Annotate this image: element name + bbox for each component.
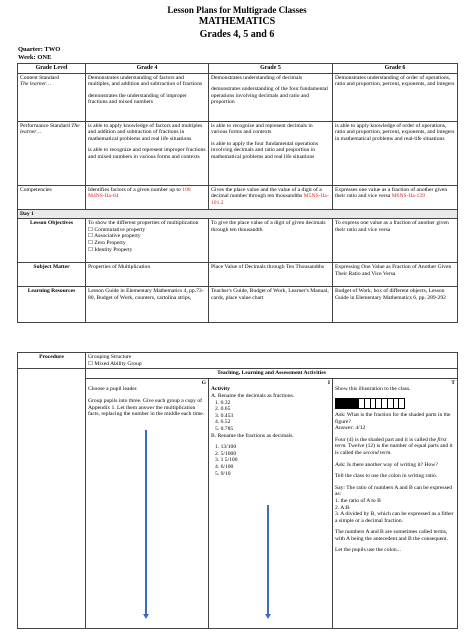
competencies-g6: Expresses one value as a fraction of another given their ratio and vice versa M6NS-IIa-129 bbox=[333, 185, 458, 209]
performance-standard-g4: is able to apply knowledge of factors and multiples and addition and subtraction of fractions in mathematical problems and real life situations is able to recognize and represent improper fractions and mixed numbers in various forms and contexts bbox=[86, 121, 209, 185]
objectives-label: Lesson Objectives bbox=[18, 219, 86, 263]
ratio-way: 2. A:B bbox=[335, 504, 350, 511]
resources-g4: Lesson Guide in Elementary Mathematics 4, pp.73-80, Budget of Work, counters, cartolina strips, bbox=[86, 287, 209, 323]
performance-standard-row bbox=[18, 121, 458, 185]
performance-standard-label: Performance Standard The learner… bbox=[18, 121, 86, 185]
content-standard-g6: Demonstrates understanding of order of operations, ratio and proportion, percent, exponents, and integers bbox=[333, 73, 458, 121]
competencies-row bbox=[18, 185, 458, 209]
ratio-way: 3. A divided by B, which can be expressed as a fither a simple or a decimal fraction. bbox=[335, 511, 454, 524]
tla-grade5-cell: I Activity A. Rename the decimals as fractions. 1. 0.32 2. 0.65 3. 0.453 4. 6.52 5. 0.785 B. Rename the fractions as decimals. 1. 13/100 2. 5/1000 3. 1 5/100 4. 6/100 5. 9/10 bbox=[209, 378, 333, 628]
ratio-way: 1. the ratio of A to B bbox=[335, 497, 381, 504]
competencies-g5: Gives the place value and the value of a digit of a decimal number through ten thousandths M5NS-IIa-101.2 bbox=[209, 185, 333, 209]
competency-code-g4: 100 M4NS-IIa-64 bbox=[88, 186, 191, 200]
fraction-item: 2. 5/1000 bbox=[215, 450, 237, 457]
col-header-grade-level: Grade Level bbox=[18, 64, 86, 74]
fraction-item: 3. 1 5/100 bbox=[215, 457, 238, 464]
content-standard-row bbox=[18, 73, 458, 121]
competencies-label: Competencies bbox=[18, 185, 86, 209]
objectives-g4: To show the different properties of multiplication ☐ Commutative property ☐ Associative property ☐ Zero Property ☐ Identity Property bbox=[86, 219, 209, 263]
fraction-item: 1. 13/100 bbox=[215, 444, 237, 451]
content-standard-g5: Demonstrates understanding of decimals demonstrates understanding of the four fundamental operations involving decimals and ratio and proportion bbox=[209, 73, 333, 121]
tla-header-row bbox=[18, 369, 458, 379]
grouping-row bbox=[18, 353, 458, 369]
fraction-item: 4. 6/100 bbox=[215, 463, 234, 470]
subject-matter-g6: Expressing One Value as Fraction of Another Given Their Ratio and Vice Versa bbox=[333, 263, 458, 287]
col-header-grade-6: Grade 6 bbox=[333, 64, 458, 74]
arrow-line-grade4 bbox=[145, 430, 147, 616]
subject-matter-row bbox=[18, 263, 458, 287]
procedure-table bbox=[17, 352, 458, 629]
objective-item: ☐ Associative property bbox=[88, 233, 141, 240]
objective-item: ☐ Identity Property bbox=[88, 246, 133, 253]
competency-code-g6: M6NS-IIa-129 bbox=[391, 193, 425, 200]
procedure-label: Procedure bbox=[18, 353, 86, 369]
arrow-line-grade5 bbox=[267, 505, 269, 615]
performance-standard-g5: is able to recognize and represent decimals in various forms and contexts is able to apply the four fundamental operations involving decimals and ratio and proportion in mathematical problems and real life situations bbox=[209, 121, 333, 185]
resources-g5: Teacher's Guide, Budget of Work, Learner's Manual, cards, place value chart bbox=[209, 287, 333, 323]
resources-label: Learning Resources bbox=[18, 287, 86, 323]
subject-matter-g5: Place Value of Decimals through Ten Thousandths bbox=[209, 263, 333, 287]
objectives-row bbox=[18, 219, 458, 263]
day-row bbox=[18, 209, 458, 219]
col-marker-i: I bbox=[327, 379, 330, 386]
grouping-structure: Grouping Structure ☐ Mixed Ability Group bbox=[86, 353, 458, 369]
doc-grades: Grades 4, 5 and 6 bbox=[199, 29, 275, 40]
tla-grade4-cell: G Choose a pupil leader. Group pupils into three. Give each group a copy of Appendix 1. Let them answer the multiplication facts, replacing the number in the middle each time. bbox=[86, 378, 209, 628]
day-label: Day 1 bbox=[18, 209, 458, 219]
col-marker-t: T bbox=[451, 379, 456, 386]
week-label: Week: ONE bbox=[18, 54, 52, 61]
tla-body-row bbox=[18, 378, 458, 628]
decimal-item: 4. 6.52 bbox=[215, 419, 231, 426]
decimal-item: 3. 0.453 bbox=[215, 412, 234, 419]
quarter-label: Quarter: TWO bbox=[18, 46, 61, 53]
arrow-head-grade5 bbox=[265, 614, 271, 619]
subject-matter-g4: Properties of Multiplication bbox=[86, 263, 209, 287]
col-header-grade-5: Grade 5 bbox=[209, 64, 333, 74]
content-standard-g4: Demonstrates understanding of factors and multiples, and addition and subtraction of fractions demonstrates the understanding of improper fractions and mixed numbers bbox=[86, 73, 209, 121]
tla-grade6-cell: T Show this illustration to the class. Ask: What is the fraction for the shaded parts in the figure? Answer: 4/12 Four (4) is the shaded part and it is called the first term. Twelve (12) is the number of equal parts and it is called the second term. Ask: Is there another way of writing it? How? Tell the class to use the colon in writing ratio. Say: The ratio of numbers A and B can be expressed as: 1. the ratio of A to B 2. A:B 3. A divided by B, which can be expressed as a fither a simple or a decimal fraction. The numbers A and B are sometimes called terms, with A being the antecedent and B the consequent. Let the pupils use the colon... bbox=[333, 378, 458, 628]
shaded-fraction-figure bbox=[335, 398, 405, 409]
resources-row bbox=[18, 287, 458, 323]
col-header-grade-4: Grade 4 bbox=[86, 64, 209, 74]
decimal-item: 1. 0.32 bbox=[215, 399, 231, 406]
objectives-g6: To express one value as a fraction of another given their ratio and vice versa bbox=[333, 219, 458, 263]
subject-matter-label: Subject Matter bbox=[18, 263, 86, 287]
col-marker-g: G bbox=[201, 379, 206, 386]
header-row bbox=[18, 64, 458, 74]
content-standard-label: Content Standard The learner… bbox=[18, 73, 86, 121]
competencies-g4: Identifies factors of a given number up to 100 M4NS-IIa-64 bbox=[86, 185, 209, 209]
tla-header: Teaching, Learning and Assessment Activities bbox=[86, 369, 458, 379]
competency-code-g5: M5NS-IIa-101.2 bbox=[211, 193, 329, 206]
decimal-item: 5. 0.785 bbox=[215, 425, 234, 432]
objective-item: ☐ Commutative property bbox=[88, 226, 146, 233]
doc-subject: MATHEMATICS bbox=[198, 16, 276, 27]
objective-item: ☐ Zero Property bbox=[88, 239, 126, 246]
lesson-plan-table bbox=[17, 63, 458, 323]
objectives-g5: To give the place value of a digit of given decimals through ten thousandth bbox=[209, 219, 333, 263]
resources-g6: Budget of Work, box of different objects, Lesson Guide in Elementary Mathematics 6, pp. 289-292 bbox=[333, 287, 458, 323]
performance-standard-g6: is able to apply knowledge of order of operations, ratio and proportion, percent, exponents, and integers in mathematical problems and real-life situations bbox=[333, 121, 458, 185]
arrow-head-grade4 bbox=[143, 614, 149, 619]
decimal-item: 2. 0.65 bbox=[215, 406, 231, 413]
fraction-item: 5. 9/10 bbox=[215, 470, 231, 477]
doc-title: Lesson Plans for Multigrade Classes bbox=[167, 5, 307, 15]
